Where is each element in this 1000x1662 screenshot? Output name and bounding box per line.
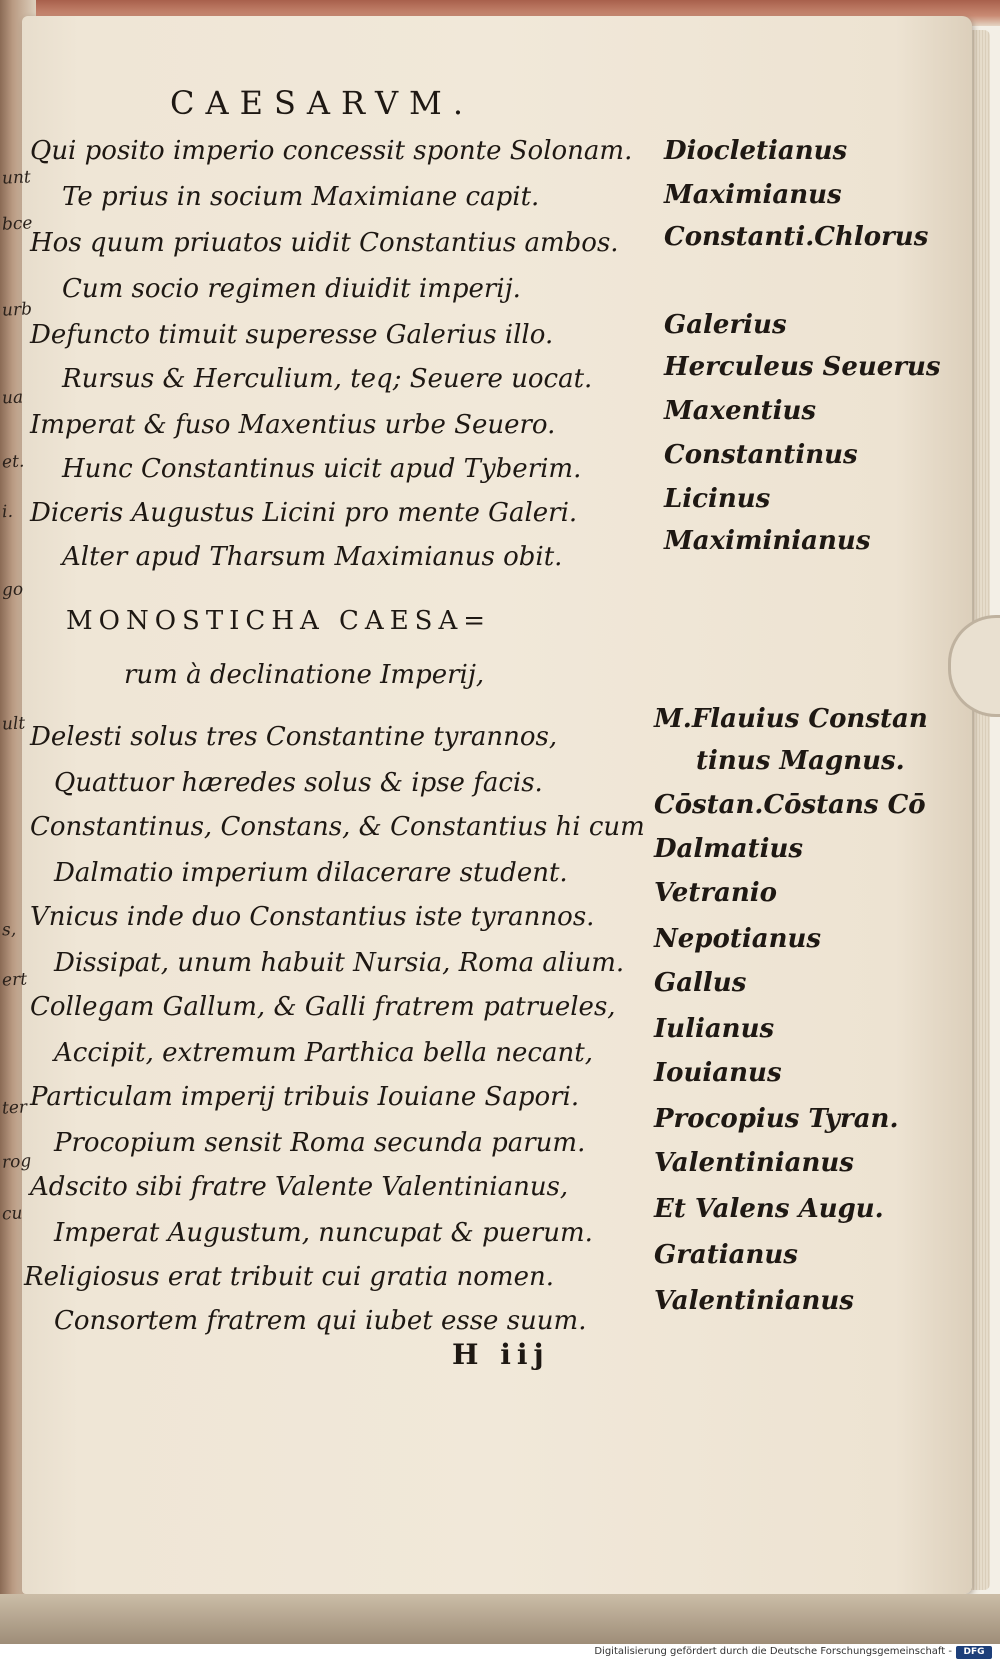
verse-line: Vnicus inde duo Constantius iste tyrannos.: [30, 902, 595, 932]
emperor-name: Nepotianus: [654, 924, 822, 954]
verse-line: Quattuor hæredes solus & ipse facis.: [54, 768, 543, 798]
emperor-name: Cōstan.Cōstans Cō: [654, 790, 926, 820]
emperor-name: Maximinianus: [664, 526, 871, 556]
verse-line: Accipit, extremum Parthica bella necant,: [54, 1038, 593, 1068]
verse-line: Imperat Augustum, nuncupat & puerum.: [54, 1218, 593, 1248]
margin-fragment: rog: [1, 1151, 32, 1173]
emperor-name: Valentinianus: [654, 1286, 854, 1316]
emperor-name: M.Flauius Constan: [654, 704, 928, 734]
emperor-name: Herculeus Seuerus: [664, 352, 941, 382]
margin-fragment: ert: [1, 969, 28, 991]
verse-line: Religiosus erat tribuit cui gratia nomen.: [24, 1262, 554, 1292]
emperor-name: Gallus: [654, 968, 747, 998]
emperor-name: Iulianus: [654, 1014, 775, 1044]
verse-line: Constantinus, Constans, & Constantius hi cum: [30, 812, 645, 842]
margin-fragment: bce: [1, 213, 33, 235]
verse-line: Hos quum priuatos uidit Constantius ambos.: [30, 228, 619, 258]
emperor-name: Et Valens Augu.: [654, 1194, 884, 1224]
verse-line: Alter apud Tharsum Maximianus obit.: [62, 542, 563, 572]
page-heading: CAESARVM.: [170, 84, 474, 122]
book-bottom-edge: [0, 1594, 1000, 1644]
verse-line: Consortem fratrem qui iubet esse suum.: [54, 1306, 587, 1336]
margin-fragment: ult: [1, 713, 26, 735]
emperor-name: Licinus: [664, 484, 771, 514]
verse-line: Defuncto timuit superesse Galerius illo.: [30, 320, 554, 350]
emperor-name: Maxentius: [664, 396, 817, 426]
margin-fragment: cu: [1, 1203, 23, 1225]
emperor-name: Valentinianus: [654, 1148, 854, 1178]
dfg-logo-icon: DFG: [956, 1646, 992, 1659]
emperor-name: Iouianus: [654, 1058, 782, 1088]
verse-line: Hunc Constantinus uicit apud Tyberim.: [62, 454, 582, 484]
emperor-name: Procopius Tyran.: [654, 1104, 899, 1134]
verse-line: Te prius in socium Maximiane capit.: [62, 182, 540, 212]
margin-fragment: et.: [1, 451, 25, 473]
emperor-name: tinus Magnus.: [696, 746, 905, 776]
margin-fragment: ua: [1, 387, 24, 409]
verse-line: Cum socio regimen diuidit imperij.: [62, 274, 521, 304]
emperor-name: Gratianus: [654, 1240, 798, 1270]
signature-mark: H iij: [452, 1338, 550, 1371]
footer-credit: Digitalisierung gefördert durch die Deutsche Forschungsgemeinschaft -: [594, 1646, 952, 1657]
emperor-name: Constantinus: [664, 440, 858, 470]
emperor-name: Galerius: [664, 310, 787, 340]
verse-line: Collegam Gallum, & Galli fratrem patrueles,: [30, 992, 616, 1022]
margin-fragment: urb: [1, 299, 33, 321]
verse-line: Adscito sibi fratre Valente Valentinianus,: [30, 1172, 569, 1202]
verse-line: Diceris Augustus Licini pro mente Galeri.: [30, 498, 578, 528]
verse-line: Dalmatio imperium dilacerare student.: [54, 858, 568, 888]
section-title: MONOSTICHA CAESA=: [66, 606, 492, 636]
verse-line: Delesti solus tres Constantine tyrannos,: [30, 722, 558, 752]
section-subtitle: rum à declinatione Imperij,: [124, 660, 485, 690]
emperor-name: Dalmatius: [654, 834, 804, 864]
verse-line: Rursus & Herculium, teq; Seuere uocat.: [62, 364, 593, 394]
emperor-name: Constanti.Chlorus: [664, 222, 929, 252]
margin-fragment: go: [1, 579, 24, 601]
verse-line: Dissipat, unum habuit Nursia, Roma alium.: [54, 948, 625, 978]
emperor-name: Diocletianus: [664, 136, 848, 166]
margin-fragment: s,: [1, 919, 17, 941]
verse-line: Imperat & fuso Maxentius urbe Seuero.: [30, 410, 556, 440]
emperor-name: Vetranio: [654, 878, 778, 908]
verse-line: Procopium sensit Roma secunda parum.: [54, 1128, 586, 1158]
margin-fragment: unt: [1, 167, 32, 189]
verse-line: Qui posito imperio concessit sponte Solonam.: [30, 136, 633, 166]
emperor-name: Maximianus: [664, 180, 842, 210]
margin-fragment: ter: [1, 1097, 28, 1119]
verse-line: Particulam imperij tribuis Iouiane Sapori.: [30, 1082, 580, 1112]
margin-fragment: i.: [1, 501, 14, 523]
